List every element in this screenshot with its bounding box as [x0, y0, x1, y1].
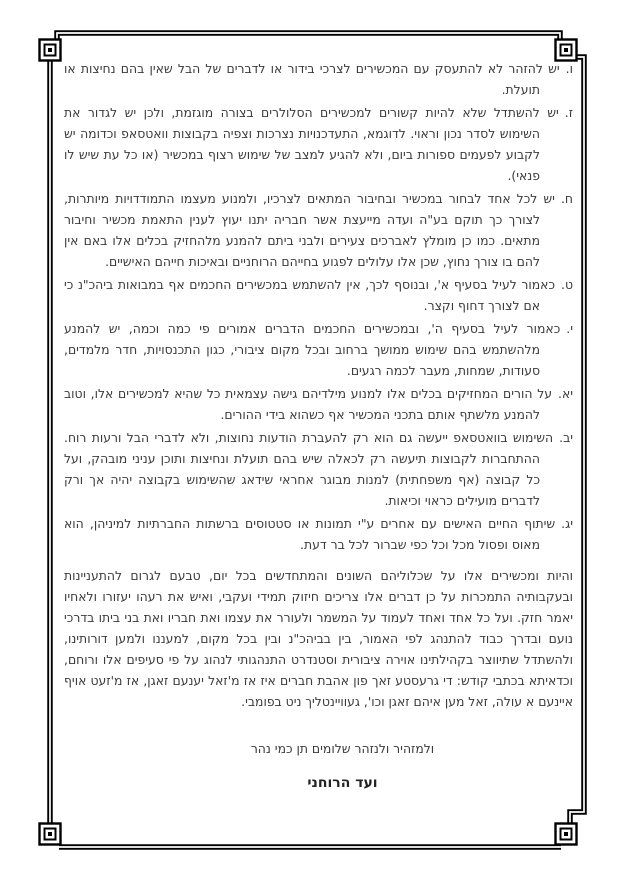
signature: ועד הרוחני [307, 775, 378, 791]
rule-item [64, 58, 573, 100]
rule-item [64, 427, 573, 511]
rule-text: על הורים המחזיקים בכלים אלו למנוע מילדיהם גישה עצמאית כל שהיא למכשירים אלו, וטוב להמנע מלשתף אותם בתכני המכשיר אף כשהוא בידי ההורים. [64, 386, 552, 422]
rule-item [64, 188, 573, 272]
rule-number: ט. [561, 277, 573, 292]
rule-number: יג. [561, 516, 573, 531]
rule-text: כאמור לעיל בסעיף א', ובנוסף לכך, אין להשתמש במכשירים החכמים אף במבואות ביהכ"נ כי אם לצורך דחוף וקצר. [64, 277, 556, 313]
rule-text: שיתוף החיים האישים עם אחרים ע"י תמונות או סטטוסים ברשתות החברתיות למיניהן, הוא מאוס ופסול מכל וכל כפי שברור לכל בר דעת. [64, 516, 556, 552]
rule-item [64, 383, 573, 425]
rule-number: ח. [560, 191, 573, 206]
rule-text: כאמור לעיל בסעיף ה', ובמכשירים החכמים הדברים אמורים פי כמה וכמה, יש להמנע מלהשתמש בהם שימוש ממושך ברחוב ובכל מקום ציבורי, כגון התכנסויות, חדר מלמדים, סעודות, שמחות, מעבר לכמה רגעים. [64, 321, 561, 378]
rules-list [64, 58, 573, 555]
rule-item [64, 274, 573, 316]
closing-blessing: ולמזהיר ולנזהר שלומים תן כמי נהר [250, 741, 435, 756]
rule-text: יש להשתדל שלא להיות קשורים למכשירים הסלולרים בצורה מוגזמת, ולכן יש לגדור את השימוש לסדר נכון וראוי. לדוגמא, התעדכנויות נצרכות וצפיה בקבוצות וואטסאפ וכדומה יש לקבוע לפעמים ספורות ביום, ולא להגיע למצב של שימוש רצוף במכשיר (או כל עת שיש לו פנאי). [64, 105, 559, 183]
rule-number: יב. [559, 430, 573, 445]
rule-number: י. [566, 321, 573, 336]
document-content [64, 58, 573, 794]
rule-text: השימוש בוואטסאפ ייעשה גם הוא רק להעברת הודעות נחוצות, ולא לדברי הבל ורעות רוח. ההתחברות לקבוצות תיעשה רק לכאלה שיש בהם תועלת ונחיצות ותוכן עניני מובהק, ועל כל קבוצה (אף משפחתית) למנות מבוגר אחראי שידאג שהשימוש בקבוצה יהיה אך ורק לדברים מועילים כראוי וכיאות. [64, 430, 554, 508]
rule-number: ו. [565, 61, 573, 76]
corner-ornament-bottom-right-icon [556, 824, 577, 845]
rule-text: יש להזהר לא להתעסק עם המכשירים לצרכי בידור או לדברים של הבל שאין בהם נחיצות או תועלת. [64, 61, 560, 97]
rule-item [64, 513, 573, 555]
rule-number: יא. [558, 386, 573, 401]
rule-item [64, 102, 573, 186]
rule-number: ז. [564, 105, 573, 120]
closing-paragraph: והיות ומכשירים אלו על שכלוליהם השונים והמתחדשים בכל יום, טבעם לגרום להתעניינות ובעקבותיה התמכרות על כן דברים אלו צריכים חיזוק תמידי ועקבי, ואיש את רעהו יעזורו ולאחיו יאמר חזק. ועל כל אחד ואחד לעמוד על המשמר ולעורר את עצמו ואת חבריו ואת בני ביתו בדרכי נועם ובדרך כבוד להתנהג לפי האמור, בין בביהכ"נ ובין בכל מקום, למעננו ולמען דורותינו, ולהשתדל שתיווצר בקהילתינו אוירה ציבורית וסטנדרט התנהגותי לנהוג על פי סעיפים אלו ורוחם, וכדאיתא בכתבי קודש: די גרעסטע זאך פון אהבת חברים איז אז מ'זאל יענעם זאגן, אז מ'זעט אויף איינעם א עולה, זאל מען איהם זאגן וכו', געוויינטליך ניט בפומבי. [64, 568, 573, 709]
rule-text: יש לכל אחד לבחור במכשיר ובחיבור המתאים לצרכיו, ולמנוע מעצמו התמודדויות מיותרות, לצורך כך תוקם בע"ה ועדה מייעצת אשר חבריה יתנו יעוץ לענין התאמת מכשיר וחיבור מתאים. כמו כן מומלץ לאברכים צעירים ולבני ביתם להמנע מלהחזיק בכלים אלו באם אין להם בו צורך נחוץ, שכן אלו עלולים לפגוע בחייהם הרוחניים ובאיכות חייהם האישיים. [64, 191, 555, 269]
corner-ornament-top-left-icon [40, 40, 61, 61]
corner-ornament-bottom-left-icon [40, 824, 61, 845]
rule-item [64, 318, 573, 381]
